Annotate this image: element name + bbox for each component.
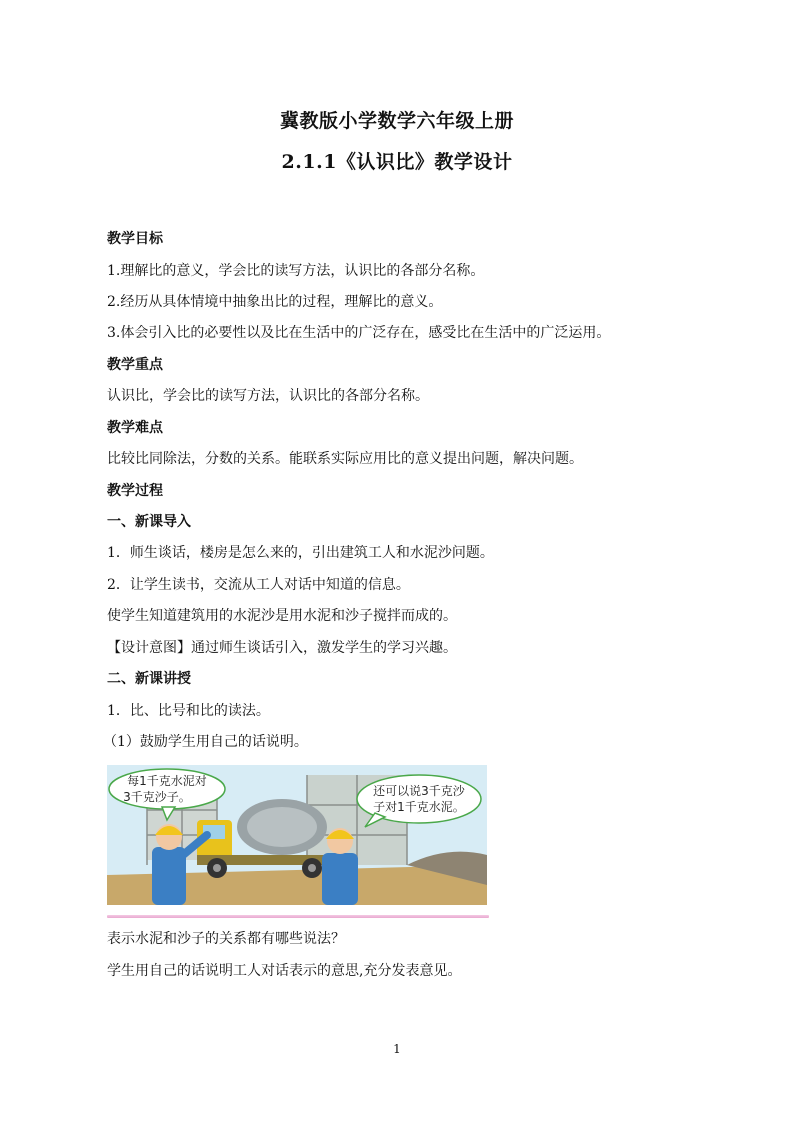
part2-item-1: 1．比、比号和比的读法。 xyxy=(107,703,270,719)
construction-illustration xyxy=(107,765,487,905)
question-text: 表示水泥和沙子的关系都有哪些说法？ xyxy=(107,931,345,947)
part1-heading: 一、新课导入 xyxy=(107,514,191,530)
page-number: 1 xyxy=(393,1042,401,1056)
doc-title: 冀教版小学数学六年级上册 xyxy=(279,110,514,132)
part2-heading: 二、新课讲授 xyxy=(107,671,191,687)
part1-item-2: 2．让学生读书，交流从工人对话中知道的信息。 xyxy=(107,577,410,593)
section-heading-goals: 教学目标 xyxy=(107,231,163,247)
bubble-right-line-2: 子对1千克水泥。 xyxy=(373,800,465,814)
goal-item-1: 1.理解比的意义，学会比的读写方法，认识比的各部分名称。 xyxy=(107,263,485,279)
key-text: 认识比，学会比的读写方法，认识比的各部分名称。 xyxy=(107,388,429,404)
goal-item-3: 3.体会引入比的必要性以及比在生活中的广泛存在，感受比在生活中的广泛运用。 xyxy=(107,325,611,341)
difficulty-text: 比较比同除法，分数的关系。能联系实际应用比的意义提出问题，解决问题。 xyxy=(107,451,583,467)
part1-intent: 【设计意图】通过师生谈话引入，激发学生的学习兴趣。 xyxy=(107,640,457,656)
section-heading-process: 教学过程 xyxy=(107,483,163,499)
bubble-left-line-2: 3千克沙子。 xyxy=(123,790,191,804)
bubble-left-line-1: 每1千克水泥对 xyxy=(127,774,207,788)
section-heading-difficulty: 教学难点 xyxy=(107,420,163,436)
section-heading-key: 教学重点 xyxy=(107,357,163,373)
answer-text: 学生用自己的话说明工人对话表示的意思,充分发表意见。 xyxy=(107,963,462,979)
part2-sub-1: （1）鼓励学生用自己的话说明。 xyxy=(103,734,308,750)
doc-subtitle: 2.1.1《认识比》教学设计 xyxy=(281,151,513,173)
illustration-divider xyxy=(107,915,489,918)
part1-item-1: 1．师生谈话，楼房是怎么来的，引出建筑工人和水泥沙问题。 xyxy=(107,545,494,561)
part1-text: 使学生知道建筑用的水泥沙是用水泥和沙子搅拌而成的。 xyxy=(107,608,457,624)
goal-item-2: 2.经历从具体情境中抽象出比的过程，理解比的意义。 xyxy=(107,294,443,310)
bubble-right-line-1: 还可以说3千克沙 xyxy=(373,784,465,798)
